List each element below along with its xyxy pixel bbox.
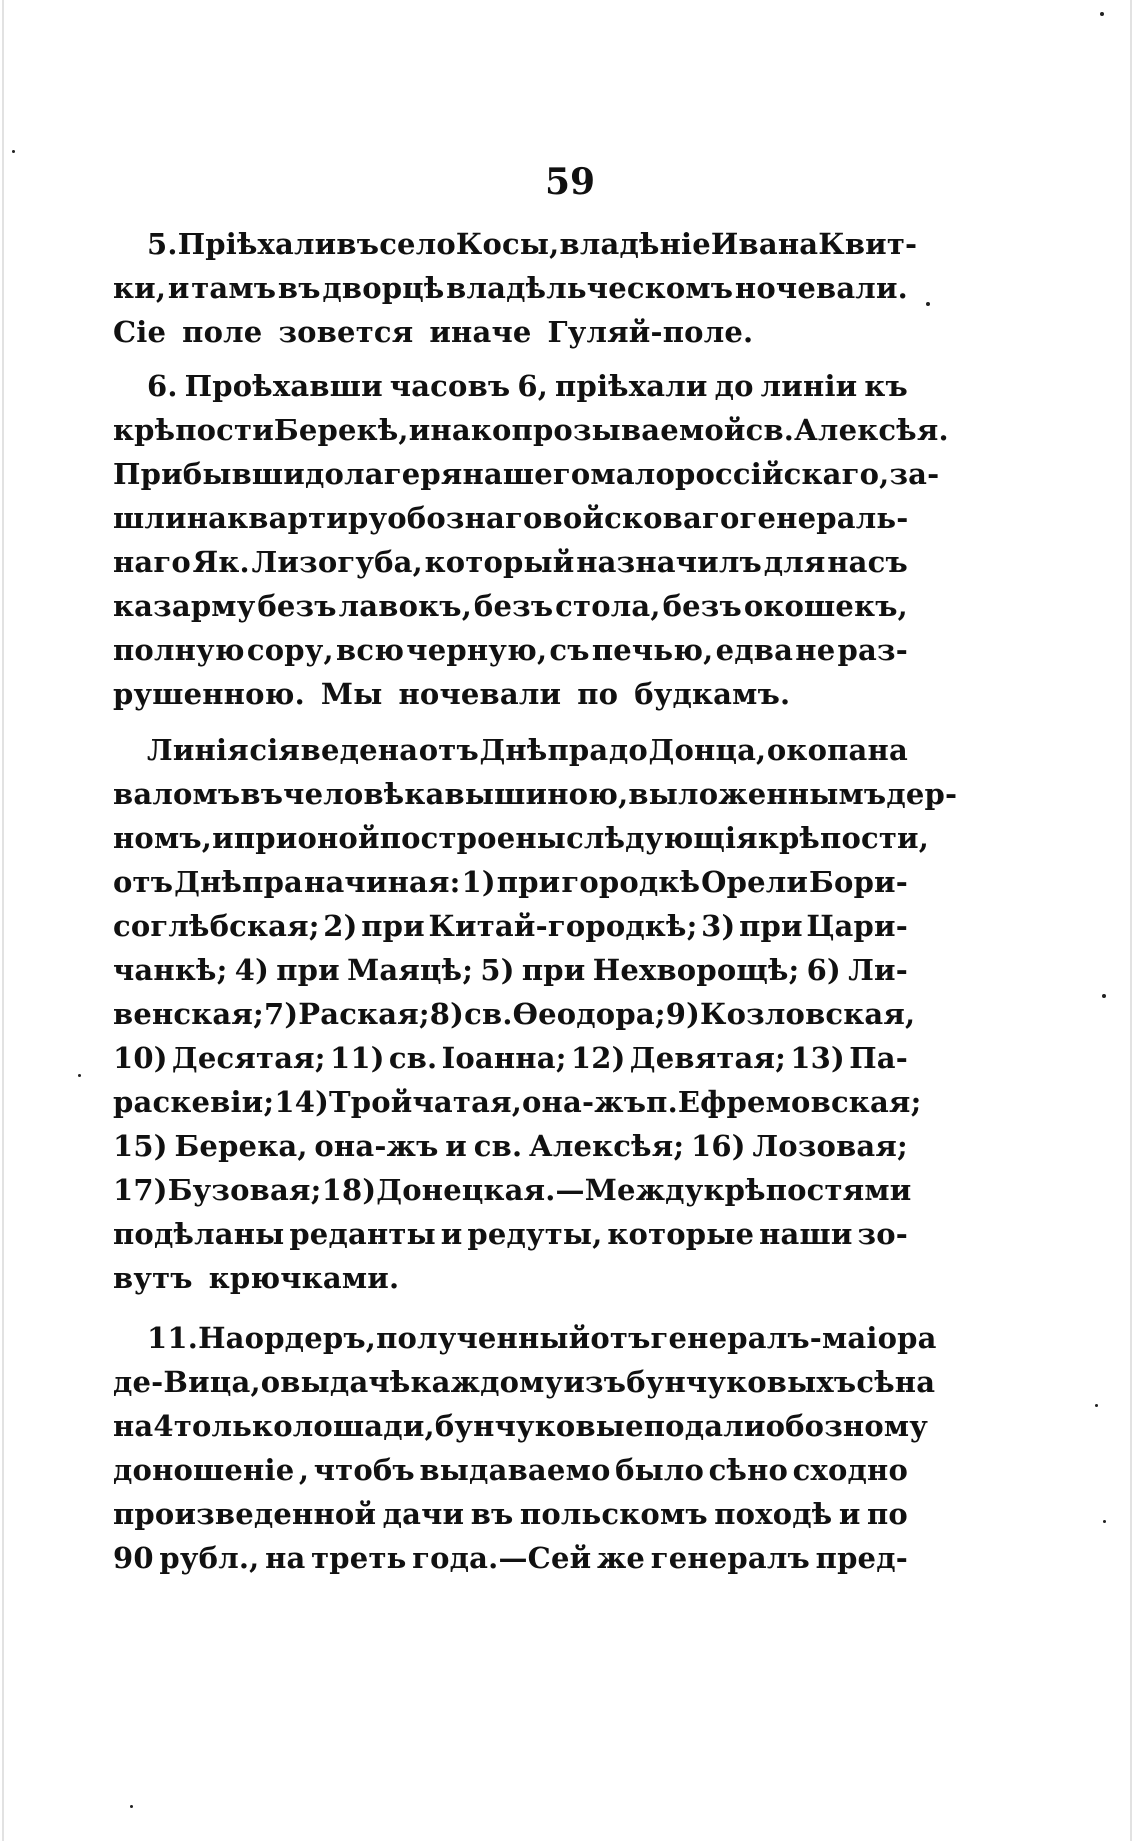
word: 5) [480,953,515,987]
word: Пріѣхали [177,227,337,261]
word: отъ [113,865,174,899]
word: въ [277,271,321,305]
word: 15) [113,1129,168,1163]
word: владѣніе [559,227,711,261]
text-line [113,1492,908,1536]
word: дер- [886,777,958,811]
word: на [265,1541,306,1575]
word: безъ [473,589,554,623]
word: о [260,1365,281,1399]
word: Гуляй-поле. [547,315,754,349]
word: генералъ [650,1541,810,1575]
word: рушенною. [113,677,305,711]
text-line [113,584,908,628]
word: раз- [837,633,908,667]
word: и [212,821,234,855]
word: едва [715,633,794,667]
word: ордеръ, [244,1321,377,1355]
word: насъ [827,545,908,579]
word: назначилъ [576,545,762,579]
word: безъ [662,589,742,623]
word: Ивана [710,227,819,261]
text-line [113,672,908,716]
text-line [113,1360,936,1404]
word: венская; [113,997,264,1031]
paragraph-4 [113,1316,937,1580]
word: подали [643,1409,766,1443]
word: Як. [192,545,250,579]
word: Лозовая; [752,1129,908,1163]
word: 11. [147,1321,199,1355]
word: она-жъ [522,1085,647,1119]
word: Днѣпра [479,733,609,767]
word: пред- [815,1541,908,1575]
word: треть [311,1541,407,1575]
word: Маяцѣ; [347,953,474,987]
word: же [596,1541,646,1575]
word: чанкѣ; [113,953,228,987]
scan-left-edge [2,0,4,1841]
word: 12) [570,1041,626,1075]
word: Сіе [113,315,167,349]
word: 10) [113,1041,168,1075]
word: наго [113,545,191,579]
word: и [440,1217,463,1251]
scan-speck [1102,994,1106,998]
word: начиная: [304,865,461,899]
text-line [113,222,918,266]
word: зовется [278,315,414,349]
word: ночевали [398,677,562,711]
text-line [113,408,949,452]
word: св. [745,413,795,447]
word: ки, [113,271,167,305]
word: полученный [376,1321,591,1355]
text-line [113,1536,908,1580]
word: безъ [257,589,337,623]
word: будкамъ. [634,677,791,711]
word: и [167,271,190,305]
word: сѣно [708,1453,789,1487]
text-line [113,772,958,816]
word: и [838,1497,861,1531]
text-line [113,1316,937,1360]
word: прозываемой [511,413,746,447]
word: Па- [849,1041,908,1075]
word: Днѣпра [174,865,304,899]
scan-speck [78,1074,81,1077]
word: выдаваемо [419,1453,611,1487]
word: при [233,821,298,855]
word: 3) [701,909,736,943]
word: лагеря [344,457,463,491]
word: 13) [790,1041,845,1075]
word: часовъ [389,369,511,403]
word: Между [584,1173,704,1207]
word: полную [113,633,245,667]
word: Лизогуба, [251,545,423,579]
word: — [555,1173,585,1207]
word: 5. [147,227,178,261]
word: не [795,633,836,667]
word: по [577,677,619,711]
word: на [186,501,228,535]
word: малороссійскаго, [590,457,890,491]
word: въ [336,227,380,261]
scan-speck [12,150,15,153]
word: редуты, [467,1217,603,1251]
word: съ [549,633,590,667]
text-line [113,992,916,1036]
word: Мы [320,677,383,711]
word: сѣна [856,1365,936,1399]
word: Ѳеодора; [512,997,666,1031]
text-line [113,310,908,354]
word: соглѣбская; [113,909,320,943]
word: крѣпости, [757,821,930,855]
word: 4) [234,953,270,987]
word: Іоанна; [441,1041,567,1075]
text-line [113,540,908,584]
word: она-жъ [314,1129,439,1163]
word: 6) [806,953,841,987]
word: которые [607,1217,755,1251]
word: дачи [382,1497,465,1531]
word: линіи [760,369,858,403]
word: при [521,953,586,987]
word: пріѣхали [555,369,708,403]
word: , [298,1453,310,1487]
word: въ [240,777,284,811]
word: польскомъ [519,1497,708,1531]
word: произведенной [113,1497,377,1531]
word: сору, [246,633,334,667]
word: стола, [555,589,661,623]
word: 8) [429,997,465,1031]
word: отъ [590,1321,651,1355]
word: Цари- [806,909,908,943]
text-line [113,1212,908,1256]
word: Прибывши [113,457,306,491]
word: де-Вица, [113,1365,261,1399]
word: лошади, [292,1409,435,1443]
word: Десятая; [171,1041,326,1075]
word: св. [473,1129,523,1163]
word: Донца, [648,733,767,767]
word: Ефремовская [677,1085,911,1119]
page-number: 59 [544,161,596,203]
word: шли [113,501,187,535]
text-line [113,948,908,992]
text-line [113,904,908,948]
word: 90 [113,1541,154,1575]
word: сія [249,733,301,767]
word: за- [889,457,940,491]
text-line [113,860,908,904]
scan-speck [130,1805,133,1808]
word: поле [182,315,263,349]
text-line [113,1256,908,1300]
text-line [113,628,908,672]
word: Девятая; [629,1041,787,1075]
word: Берекѣ, [273,413,409,447]
word: 9) [665,997,701,1031]
text-line [113,1036,908,1080]
word: Ли- [848,953,908,987]
text-line [113,1080,922,1124]
word: рубл., [159,1541,260,1575]
word: каждому [410,1365,564,1399]
word: зо- [857,1217,908,1251]
word: окошекъ, [743,589,908,623]
word: выложеннымъ [628,777,887,811]
word: иначе [429,315,532,349]
word: обознаго [387,501,543,535]
word: до [305,457,345,491]
word: человѣка [283,777,445,811]
word: 14) [274,1085,329,1119]
word: казарму [113,589,256,623]
scan-speck [1103,1520,1106,1523]
word: чтобъ [313,1453,415,1487]
word: ; [910,1085,922,1119]
word: 16) [691,1129,746,1163]
word: который [424,545,575,579]
word: св. [464,997,513,1031]
paragraph-2 [113,364,949,716]
word: владѣльческомъ [446,271,734,305]
word: Раская; [298,997,430,1031]
word: Козловская, [700,997,916,1031]
word: для [763,545,826,579]
word: оной [297,821,380,855]
word: крѣпостями [703,1173,912,1207]
word: крючками. [208,1261,400,1295]
word: реданты [289,1217,436,1251]
word: года.—Сей [412,1541,592,1575]
word: 17) [113,1173,168,1207]
word: обозному [765,1409,929,1443]
text-line [113,728,908,772]
word: тамъ [191,271,277,305]
word: п. [646,1085,678,1119]
word: черную, [406,633,548,667]
word: квартиру [227,501,388,535]
word: бунчуковыхъ [626,1365,857,1399]
word: Алексѣя; [529,1129,685,1163]
word: 11) [329,1041,385,1075]
word: къ [864,369,908,403]
word: Бори- [809,865,908,899]
word: слѣдующія [566,821,758,855]
word: только [173,1409,293,1443]
scan-speck [1095,1404,1098,1407]
text-line [113,816,930,860]
word: нашего [462,457,591,491]
word: войсковаго [542,501,740,535]
paragraph-1 [113,222,918,354]
word: 4 [153,1409,174,1443]
word: Нехворощѣ; [592,953,800,987]
word: Алексѣя. [794,413,949,447]
word: отъ [418,733,479,767]
word: въ [470,1497,514,1531]
word: Квит- [818,227,918,261]
word: наши [759,1217,853,1251]
word: всю [335,633,405,667]
word: 6. [147,369,178,403]
word: Тройчатая, [329,1085,523,1119]
word: построены [379,821,567,855]
word: подѣланы [113,1217,285,1251]
word: при [276,953,340,987]
word: инако [408,413,512,447]
word: Линія [147,733,249,767]
text-line [113,1124,908,1168]
word: генералъ-маіора [650,1321,937,1355]
word: ночевали. [734,271,908,305]
word: крѣпости [113,413,274,447]
word: ведена [300,733,419,767]
paragraph-3 [113,728,958,1300]
word: вутъ [113,1261,193,1295]
word: Берека, [174,1129,308,1163]
scan-speck [1100,12,1104,16]
text-line [113,1168,912,1212]
word: Бузовая; [167,1173,322,1207]
word: 7) [263,997,299,1031]
text-line [113,1448,908,1492]
word: лавокъ, [338,589,473,623]
word: раскевіи; [113,1085,275,1119]
word: вышиною, [444,777,629,811]
word: 1) [461,865,496,899]
word: дворцѣ [322,271,445,305]
word: походѣ [714,1497,833,1531]
scan-right-edge [1130,0,1132,1841]
word: Проѣхавши [184,369,383,403]
text-line [113,266,908,310]
word: Косы, [455,227,560,261]
text-line [113,496,908,540]
word: генераль- [739,501,909,535]
word: Китай-городкѣ; [428,909,698,943]
text-line [113,364,908,408]
word: до [608,733,648,767]
word: бунчуковые [434,1409,644,1443]
word: было [615,1453,705,1487]
word: городкѣ [561,865,701,899]
word: На [198,1321,245,1355]
word: на [113,1409,154,1443]
word: при [496,865,561,899]
word: 2) [323,909,358,943]
word: печью, [591,633,714,667]
text-line [113,452,940,496]
word: 18) [321,1173,377,1207]
word: доношеніе [113,1453,295,1487]
scan-speck [926,302,930,306]
word: до [714,369,754,403]
word: изъ [563,1365,627,1399]
word: при [361,909,425,943]
word: Донецкая. [376,1173,556,1207]
word: сходно [792,1453,908,1487]
word: Орели [701,865,809,899]
word: и [445,1129,467,1163]
word: 6, [517,369,549,403]
word: окопана [766,733,908,767]
word: номъ, [113,821,213,855]
word: св. [388,1041,438,1075]
word: при [739,909,803,943]
word: село [379,227,456,261]
text-line [113,1404,929,1448]
word: валомъ [113,777,241,811]
word: по [866,1497,908,1531]
word: выдачѣ [280,1365,411,1399]
